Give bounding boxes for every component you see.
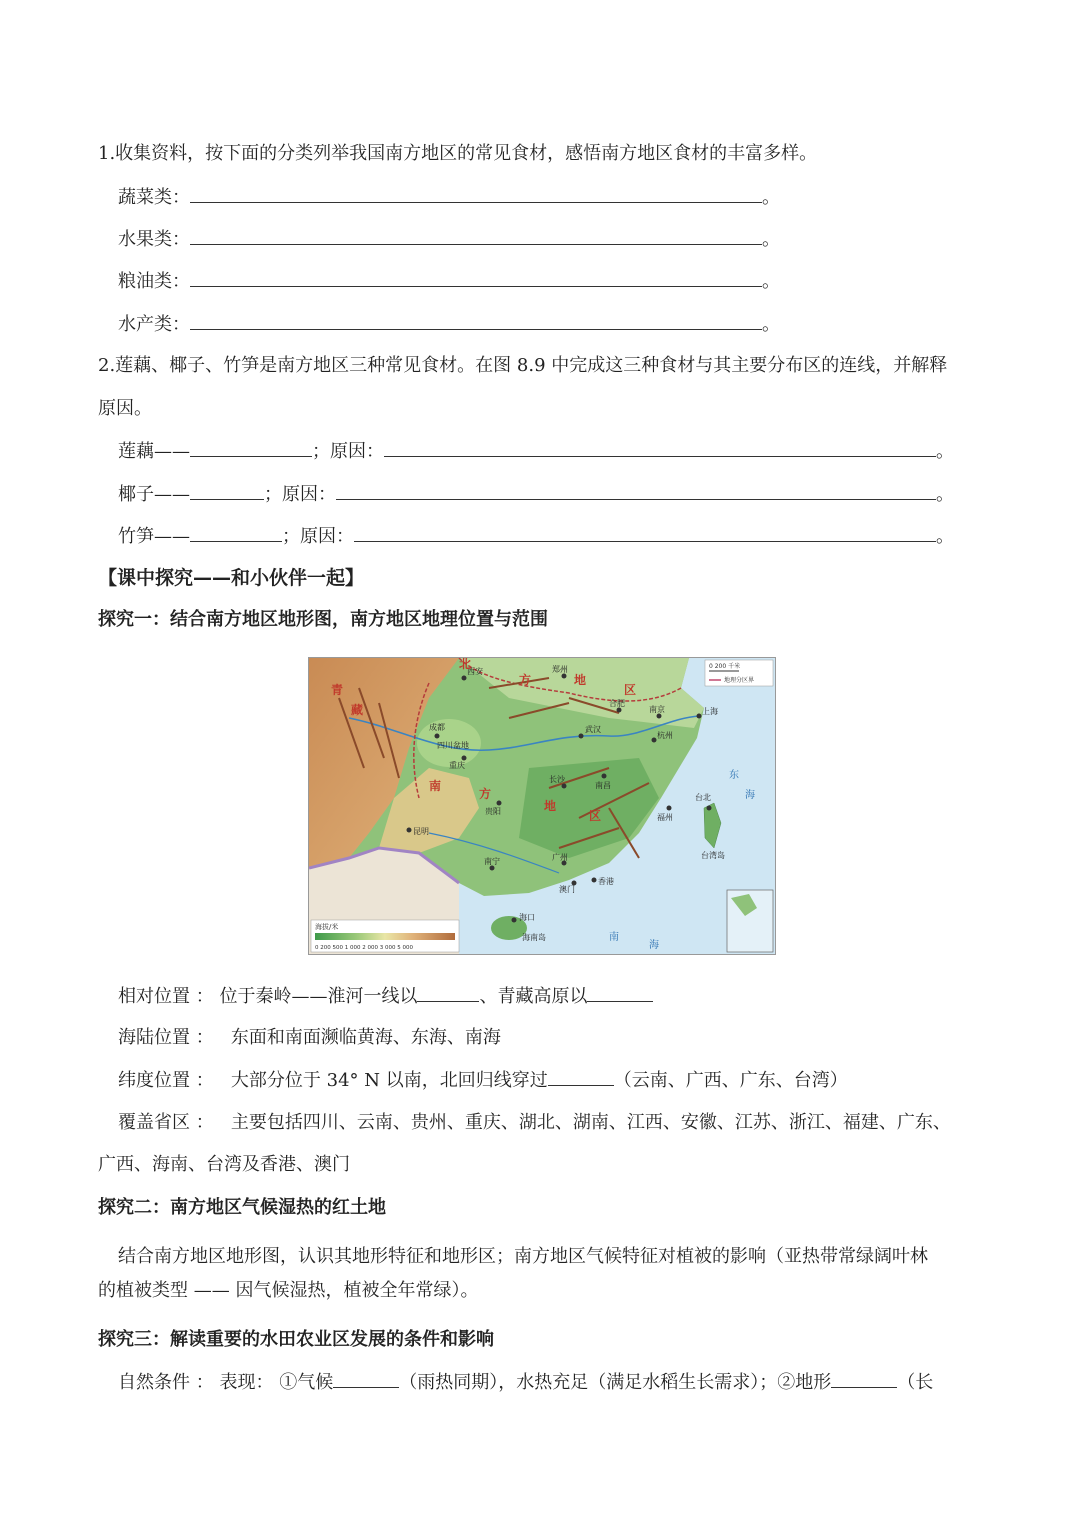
natural-conditions-text-c: （长 <box>897 1372 934 1393</box>
period: 。 <box>762 314 780 335</box>
provinces-row-cont: 广西、海南、台湾及香港、澳门 <box>98 1154 350 1175</box>
explore-2-text-cont: 的植被类型 —— 因气候湿热，植被全年常绿）。 <box>98 1280 479 1301</box>
city-label: 西安 <box>467 667 483 676</box>
period: 。 <box>936 441 954 462</box>
food-coconut: 椰子—— <box>118 484 190 505</box>
explore-3-title: 探究三：解读重要的水田农业区发展的条件和影响 <box>98 1329 494 1350</box>
scale-label: 0 200 千米 <box>709 663 741 670</box>
reason-blank[interactable] <box>354 523 936 542</box>
city-label: 广州 <box>552 853 568 862</box>
city-label: 海南岛 <box>522 933 546 942</box>
reason-blank[interactable] <box>336 481 936 500</box>
elevation-legend <box>311 920 459 952</box>
city-label: 香港 <box>598 877 614 886</box>
section-title: 【课中探究——和小伙伴一起】 <box>98 567 365 589</box>
city-label: 上海 <box>702 707 718 716</box>
explore-2-text: 结合南方地区地形图，认识其地形特征和地形区；南方地区气候特征对植被的影响（亚热带常绿阔叶林 <box>118 1246 928 1267</box>
city-label: 海口 <box>519 913 535 922</box>
sea-char: 海 <box>745 790 755 801</box>
region-char: 地 <box>574 673 587 687</box>
relative-position-text-b: 、青藏高原以 <box>479 986 588 1007</box>
region-char: 青 <box>331 683 344 697</box>
provinces-label: 覆盖省区 ： <box>118 1112 214 1133</box>
blank-row-grain-oil <box>118 268 780 295</box>
blank-row-aquatic <box>118 311 780 338</box>
provinces-text: 主要包括四川、云南、贵州、重庆、湖北、湖南、江西、安徽、江苏、浙江、福建、广东、 <box>230 1112 951 1133</box>
reason-label: ；原因： <box>312 441 384 462</box>
city-label: 澳门 <box>559 885 575 894</box>
natural-conditions-label: 自然条件 ： <box>118 1372 214 1393</box>
period: 。 <box>762 187 780 208</box>
boundary-legend: 地理分区界 <box>724 677 755 684</box>
latitude-row <box>118 1067 848 1094</box>
provinces-row <box>118 1110 951 1136</box>
region-blank[interactable] <box>190 481 264 500</box>
label-fruits: 水果类： <box>118 229 190 250</box>
question-1-prompt: 1.收集资料，按下面的分类列举我国南方地区的常见食材，感悟南方地区食材的丰富多样。 <box>98 143 818 164</box>
reason-label: ；原因： <box>264 484 336 505</box>
latitude-label: 纬度位置 ： <box>118 1070 214 1091</box>
legend-title: 海拔/米 <box>315 923 339 931</box>
city-label: 长沙 <box>549 775 565 784</box>
region-blank[interactable] <box>190 438 312 457</box>
region-char: 区 <box>624 683 637 697</box>
region-char: 地 <box>544 799 557 813</box>
period: 。 <box>762 271 780 292</box>
city-label: 台北 <box>695 793 711 802</box>
region-char: 方 <box>479 787 492 801</box>
period: 。 <box>936 484 954 505</box>
bamboo-row <box>118 523 954 550</box>
city-label: 贵阳 <box>485 807 501 816</box>
natural-conditions-text-a: 表现： ①气候 <box>219 1372 334 1393</box>
sea-char: 海 <box>649 940 659 951</box>
label-aquatic: 水产类： <box>118 314 190 335</box>
sea-land-label: 海陆位置 ： <box>118 1027 214 1048</box>
sea-char: 东 <box>729 770 739 781</box>
explore-1-title: 探究一：结合南方地区地形图，南方地区地理位置与范围 <box>98 609 548 630</box>
region-char: 南 <box>429 779 442 793</box>
latitude-text-b: （云南、广西、广东、台湾） <box>613 1070 848 1091</box>
reason-blank[interactable] <box>384 438 936 457</box>
answer-blank[interactable] <box>190 226 762 245</box>
map-scale-legend <box>705 660 773 686</box>
southern-china-terrain-map <box>308 657 776 955</box>
city-label: 杭州 <box>657 731 673 740</box>
answer-blank[interactable] <box>587 983 653 1002</box>
relative-position-text-a: 位于秦岭——淮河一线以 <box>219 986 418 1007</box>
lotus-row <box>118 438 954 465</box>
period: 。 <box>936 526 954 547</box>
city-label: 合肥 <box>609 699 625 708</box>
reason-label: ；原因： <box>282 526 354 547</box>
city-label: 南宁 <box>484 857 500 866</box>
answer-blank[interactable] <box>190 311 762 330</box>
city-label: 福州 <box>657 813 673 822</box>
sea-land-text: 东面和南面濒临黄海、东海、南海 <box>230 1027 501 1048</box>
city-label: 郑州 <box>552 665 568 674</box>
question-2-prompt-cont: 原因。 <box>98 398 152 419</box>
blank-row-vegetables <box>118 184 780 211</box>
city-label: 南昌 <box>595 781 611 790</box>
city-label: 南京 <box>649 705 665 714</box>
coconut-row <box>118 481 954 508</box>
natural-conditions-row <box>118 1369 933 1396</box>
city-label: 成都 <box>429 723 445 732</box>
city-label: 昆明 <box>413 827 429 836</box>
region-char: 藏 <box>351 703 364 717</box>
period: 。 <box>762 229 780 250</box>
region-char: 北 <box>459 657 472 671</box>
city-label: 武汉 <box>585 725 601 734</box>
answer-blank[interactable] <box>190 268 762 287</box>
legend-ticks: 0 200 500 1 000 2 000 3 000 5 000 <box>315 945 413 951</box>
region-char: 区 <box>589 809 602 823</box>
sea-land-row <box>118 1025 501 1051</box>
sea-char: 南 <box>609 932 619 943</box>
city-label: 四川盆地 <box>437 741 469 750</box>
latitude-text-a: 大部分位于 34° N 以南，北回归线穿过 <box>230 1070 548 1091</box>
label-vegetables: 蔬菜类： <box>118 187 190 208</box>
relative-position-row <box>118 983 653 1010</box>
answer-blank[interactable] <box>831 1369 897 1388</box>
explore-2-title: 探究二：南方地区气候湿热的红土地 <box>98 1197 386 1218</box>
region-char: 方 <box>519 673 532 687</box>
natural-conditions-text-b: （雨热同期），水热充足（满足水稻生长需求）；②地形 <box>399 1372 832 1393</box>
question-2-prompt: 2.莲藕、椰子、竹笋是南方地区三种常见食材。在图 8.9 中完成这三种食材与其主要分布区的连线，并解释 <box>98 355 948 376</box>
blank-row-fruits <box>118 226 780 253</box>
label-grain-oil: 粮油类： <box>118 271 190 292</box>
answer-blank[interactable] <box>333 1369 399 1388</box>
answer-blank[interactable] <box>190 184 762 203</box>
city-label: 台湾岛 <box>701 851 725 860</box>
city-label: 重庆 <box>449 761 465 770</box>
relative-position-label: 相对位置 ： <box>118 986 214 1007</box>
food-bamboo: 竹笋—— <box>118 526 190 547</box>
food-lotus: 莲藕—— <box>118 441 190 462</box>
answer-blank[interactable] <box>417 983 479 1002</box>
answer-blank[interactable] <box>548 1067 614 1086</box>
region-blank[interactable] <box>190 523 282 542</box>
